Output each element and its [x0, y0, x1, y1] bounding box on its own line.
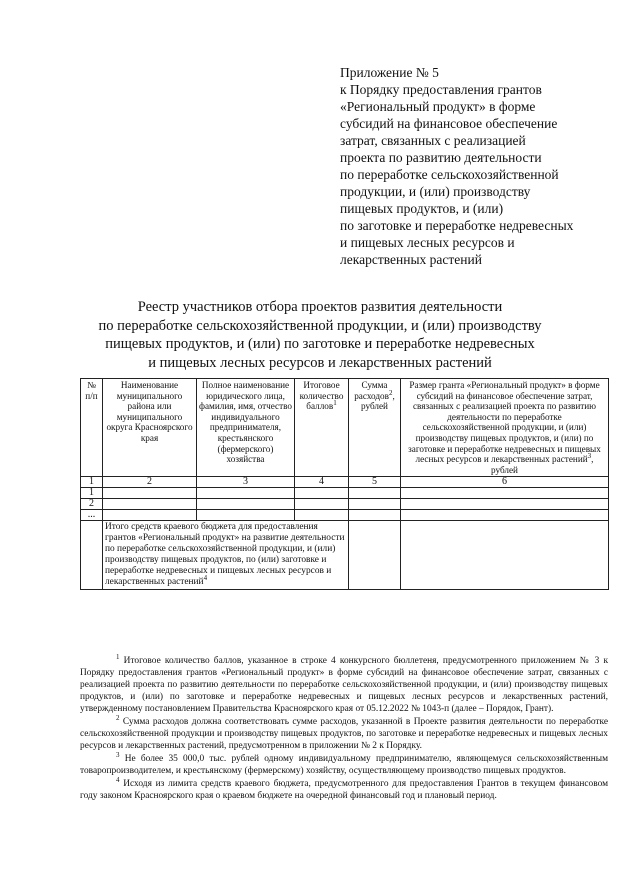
table-cell: [349, 499, 401, 510]
header-applicant-name: Полное наименование юридического лица, фамилия, имя, отчество индивидуального предпринимателя, крестьянского (фермерского) хозяйства: [197, 379, 295, 477]
table-cell: [197, 510, 295, 521]
footnote: $^3$ Не более 35 000,0 тыс. рублей одному индивидуальному предпринимателю, являющемуся сельскохозяйственным товаропроизводителем, и крестьянскому (фермерскому) хозяйству, осуществляющему производство пищевых продуктов.: [80, 750, 609, 776]
table-cell: [349, 488, 401, 499]
table-cell: [103, 510, 197, 521]
title-line: Реестр участников отбора проектов развития деятельности: [137, 299, 503, 315]
row-number: 2: [81, 499, 103, 510]
table-row: [81, 499, 609, 510]
table-row: [81, 510, 609, 521]
column-number: 6: [401, 477, 609, 488]
table-cell: [401, 499, 609, 510]
total-label: Итого средств краевого бюджета для предоставления грантов «Региональный продукт» на развитие деятельности по переработке сельскохозяйственной продукции, и (или) производству пищевых продуктов, по (или) заготовке и переработке недревесных и пищевых лесных ресурсов и лекарственных растений$^4$: [103, 521, 349, 590]
table-cell: [197, 488, 295, 499]
footnote-marker: 2: [116, 713, 120, 722]
table-cell: [103, 499, 197, 510]
table-cell: [295, 488, 349, 499]
appendix-line: по переработке сельскохозяйственной: [340, 167, 559, 182]
title-line: пищевых продуктов, и (или) по заготовке и переработке недревесных: [105, 336, 535, 352]
column-number-row: [81, 477, 609, 488]
footnote-ref: 1: [333, 399, 337, 408]
table-row: [81, 488, 609, 499]
footnote: $^4$ Исходя из лимита средств краевого бюджета, предусмотренного для предоставления Грантов в текущем финансовом году законом Красноярского края о краевом бюджете на очередной финансовый год и плановый период.: [80, 775, 609, 801]
footnote-ref: 2: [389, 388, 393, 397]
footnote: $^2$ Сумма расходов должна соответствовать сумме расходов, указанной в Проекте развития деятельности по переработке сельскохозяйственной продукции и производству пищевых продуктов, по заготовке и переработке недревесных и пищевых лесных ресурсов и лекарственных растений, предусмотренном в приложении № 2 к Порядку.: [80, 713, 609, 751]
appendix-line: продукции, и (или) производству: [340, 184, 531, 199]
table-cell: [103, 488, 197, 499]
table-cell: [197, 499, 295, 510]
footnotes: [80, 652, 609, 803]
appendix-line: к Порядку предоставления грантов: [340, 82, 542, 97]
appendix-line: по заготовке и переработке недревесных: [340, 218, 574, 233]
appendix-line: проекта по развитию деятельности: [340, 150, 542, 165]
table-header-row: [81, 379, 609, 477]
table-cell: [401, 510, 609, 521]
header-number: № п/п: [81, 379, 103, 477]
appendix-line: лекарственных растений: [340, 252, 482, 267]
column-number: 3: [197, 477, 295, 488]
table-cell: [349, 521, 401, 590]
table-cell: [81, 521, 103, 590]
registry-table: [80, 378, 609, 590]
title-line: по переработке сельскохозяйственной продукции, и (или) производству: [98, 317, 542, 334]
header-expenses: Сумма расходов$^2$, рублей: [349, 379, 401, 477]
appendix-line: Приложение № 5: [340, 65, 439, 80]
title-line: и пищевых лесных ресурсов и лекарственных растений: [148, 354, 492, 371]
appendix-header: [340, 64, 610, 268]
table-cell: [401, 488, 609, 499]
header-grant-amount: Размер гранта «Региональный продукт» в форме субсидий на финансовое обеспечение затрат, связанных с реализацией проекта по развитию деятельности по переработке сельскохозяйственной продукции, и (или) производству пищевых продуктов, и (или) по заготовке и переработке недревесных и пищевых лесных ресурсов и лекарственных растений$^3$, рублей: [401, 379, 609, 477]
table-cell: [295, 510, 349, 521]
footnote-ref: 3: [587, 452, 592, 461]
column-number: 5: [349, 477, 401, 488]
appendix-line: и пищевых лесных ресурсов и: [340, 235, 515, 250]
appendix-line: пищевых продуктов, и (или): [340, 201, 504, 216]
header-total-score: Итоговое количество баллов$^1$: [295, 379, 349, 477]
total-row: [81, 521, 609, 590]
appendix-line: субсидий на финансовое обеспечение: [340, 116, 558, 131]
footnote-marker: 3: [116, 750, 120, 759]
appendix-line: «Региональный продукт» в форме: [340, 99, 536, 114]
footnote-ref: 4: [203, 574, 208, 583]
row-number: ...: [81, 510, 103, 521]
table-cell: [349, 510, 401, 521]
table-cell: [295, 499, 349, 510]
appendix-line: затрат, связанных с реализацией: [340, 133, 526, 148]
document-title: [60, 298, 580, 372]
footnote: $^1$ Итоговое количество баллов, указанное в строке 4 конкурсного бюллетеня, предусмотренного приложением № 3 к Порядку предоставления грантов «Региональный продукт» в форме субсидий на финансовое обеспечение затрат, связанных с реализацией проекта по развитию деятельности по переработке сельскохозяйственной продукции, и (или) производству пищевых продуктов, и (или) по заготовке и переработке недревесных и пищевых лесных ресурсов и лекарственных растений, утвержденному постановлением Правительства Красноярского края от 05.12.2022 № 1043-п (далее – Порядок, Грант).: [80, 652, 609, 714]
header-municipality: Наименование муниципального района или муниципального округа Красноярского края: [103, 379, 197, 477]
footnote-marker: 1: [116, 652, 120, 661]
row-number: 1: [81, 488, 103, 499]
column-number: 4: [295, 477, 349, 488]
footnote-marker: 4: [116, 775, 120, 784]
column-number: 1: [81, 477, 103, 488]
column-number: 2: [103, 477, 197, 488]
table-cell: [401, 521, 609, 590]
